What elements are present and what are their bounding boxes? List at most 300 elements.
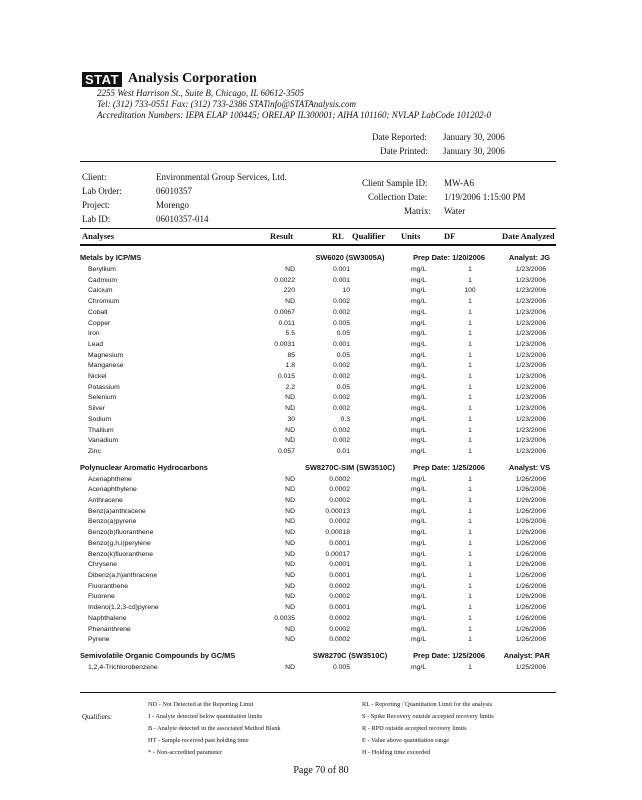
date-analyzed-cell: 1/23/2006 — [515, 319, 546, 327]
date-reported-label: Date Reported: — [372, 132, 427, 142]
units-cell: mg/L — [411, 308, 427, 316]
table-row — [80, 539, 556, 550]
result-cell: 0.0035 — [274, 614, 295, 622]
date-analyzed-cell: 1/26/2006 — [515, 571, 546, 579]
analyte-cell: 1,2,4-Trichlorobenzene — [88, 663, 158, 671]
rl-cell: 0.05 — [336, 351, 350, 359]
table-row — [80, 415, 556, 426]
legend-star: * - Non-accredited parameter — [148, 749, 222, 756]
units-cell: mg/L — [411, 276, 427, 284]
table-row — [80, 404, 556, 415]
qualifier-cell — [350, 297, 405, 308]
units-cell: mg/L — [411, 571, 427, 579]
table-row — [80, 496, 556, 507]
company-logo: STAT — [82, 72, 122, 87]
date-analyzed-cell: 1/26/2006 — [515, 507, 546, 515]
result-cell: ND — [285, 394, 295, 402]
units-cell: mg/L — [411, 319, 427, 327]
table-row — [80, 475, 556, 486]
date-reported-value: January 30, 2006 — [443, 132, 505, 142]
units-cell: mg/L — [411, 529, 427, 537]
project-value: Morengo — [156, 200, 189, 210]
result-cell: ND — [285, 550, 295, 558]
table-row — [80, 393, 556, 404]
qualifier-cell — [350, 286, 405, 297]
date-analyzed-cell: 1/23/2006 — [515, 266, 546, 273]
analyte-cell: Lead — [88, 340, 104, 348]
qualifier-cell — [350, 550, 405, 561]
results-table — [80, 248, 556, 674]
legend-b: B - Analyte detected in the associated Method Blank — [148, 725, 281, 732]
analyte-cell: Benz(a)anthracene — [88, 507, 146, 515]
table-row — [80, 329, 556, 340]
group-header-row — [80, 248, 556, 265]
date-analyzed-cell: 1/23/2006 — [515, 383, 546, 391]
date-analyzed-cell: 1/23/2006 — [515, 426, 546, 434]
analyte-cell: Pyrene — [88, 636, 110, 644]
date-analyzed-cell: 1/26/2006 — [515, 582, 546, 590]
table-row — [80, 550, 556, 561]
rl-cell: 0.0001 — [329, 571, 350, 579]
qualifier-cell — [350, 404, 405, 415]
units-cell: mg/L — [411, 507, 427, 515]
df-cell: 1 — [468, 518, 472, 526]
group-name: Polynuclear Aromatic Hydrocarbons — [80, 462, 208, 472]
company-address: 2255 West Harrison St., Suite B, Chicago, IL 60612-3505 — [97, 88, 305, 98]
units-cell: mg/L — [411, 636, 427, 644]
units-cell: mg/L — [411, 415, 427, 423]
df-cell: 1 — [468, 415, 472, 423]
table-row — [80, 372, 556, 383]
table-row — [80, 625, 556, 636]
date-analyzed-cell: 1/23/2006 — [515, 351, 546, 359]
legend-qualifiers-label: Qualifiers: — [82, 713, 112, 721]
date-analyzed-cell: 1/26/2006 — [515, 625, 546, 633]
analyte-cell: Fluoranthene — [88, 582, 129, 590]
units-cell: mg/L — [411, 373, 427, 381]
legend-rl: RL - Reporting / Quantitation Limit for the analysis — [362, 701, 493, 708]
analyte-cell: Benzo(g,h,i)perylene — [88, 539, 151, 547]
table-row — [80, 286, 556, 297]
units-cell: mg/L — [411, 593, 427, 601]
group-method: SW6020 (SW3005A) — [315, 253, 385, 262]
qualifier-cell — [350, 383, 405, 394]
units-cell: mg/L — [411, 298, 427, 306]
rl-cell: 0.0001 — [329, 561, 350, 569]
df-cell: 1 — [468, 426, 472, 434]
qualifier-cell — [350, 625, 405, 636]
units-cell: mg/L — [411, 614, 427, 622]
units-cell: mg/L — [411, 362, 427, 370]
qualifier-cell — [350, 319, 405, 330]
units-cell: mg/L — [411, 518, 427, 526]
analyte-cell: Manganese — [88, 362, 124, 370]
result-cell: ND — [285, 426, 295, 434]
date-analyzed-cell: 1/26/2006 — [515, 593, 546, 601]
qualifier-cell — [350, 539, 405, 550]
rl-cell: 0.002 — [332, 308, 350, 316]
legend-nd: ND - Not Detected at the Reporting Limit — [148, 701, 254, 708]
table-row — [80, 297, 556, 308]
table-row — [80, 614, 556, 625]
group-prep-date: Prep Date: 1/25/2006 — [413, 650, 485, 660]
group-header-row — [80, 458, 556, 475]
result-cell: ND — [285, 507, 295, 515]
df-cell: 1 — [468, 663, 472, 671]
df-cell: 1 — [468, 330, 472, 338]
rl-cell: 0.002 — [332, 437, 350, 445]
rl-cell: 0.01 — [336, 447, 350, 455]
table-row — [80, 592, 556, 603]
analyte-cell: Acenaphthylene — [88, 486, 137, 494]
rl-cell: 0.0002 — [329, 625, 350, 633]
df-cell: 1 — [468, 319, 472, 327]
table-row — [80, 663, 556, 674]
legend-h: H - Holding time exceeded — [362, 749, 431, 756]
table-row — [80, 351, 556, 362]
df-cell: 1 — [468, 266, 472, 273]
analyte-cell: Indeno(1,2,3-cd)pyrene — [88, 604, 159, 612]
units-cell: mg/L — [411, 625, 427, 633]
legend-r: R - RPD outside accepted recovery limits — [362, 725, 467, 732]
df-cell: 1 — [468, 625, 472, 633]
df-cell: 1 — [468, 636, 472, 644]
table-row — [80, 571, 556, 582]
client-sample-id-label: Client Sample ID: — [362, 178, 428, 188]
qualifier-cell — [350, 426, 405, 437]
date-analyzed-cell: 1/25/2006 — [515, 663, 546, 671]
df-cell: 1 — [468, 529, 472, 537]
analyte-cell: Beryllium — [88, 266, 116, 273]
date-analyzed-cell: 1/23/2006 — [515, 362, 546, 370]
qualifier-cell — [350, 496, 405, 507]
result-cell: ND — [285, 604, 295, 612]
qualifier-cell — [350, 603, 405, 614]
analyte-cell: Thallium — [88, 426, 114, 434]
table-row — [80, 560, 556, 571]
analyte-cell: Acenaphthene — [88, 475, 132, 483]
result-cell: ND — [285, 539, 295, 547]
df-cell: 1 — [468, 475, 472, 483]
rl-cell: 0.001 — [332, 340, 350, 348]
df-cell: 1 — [468, 362, 472, 370]
legend-j: J - Analyte detected below quantitation limits — [148, 713, 263, 720]
analyte-cell: Calcium — [88, 287, 113, 295]
df-cell: 1 — [468, 561, 472, 569]
qualifier-cell — [350, 485, 405, 496]
units-cell: mg/L — [411, 447, 427, 455]
lab-order-value: 06010357 — [156, 186, 192, 196]
result-cell: ND — [285, 298, 295, 306]
analyte-cell: Phenanthrene — [88, 625, 131, 633]
result-cell: ND — [285, 636, 295, 644]
result-cell: 0.0067 — [274, 308, 295, 316]
df-cell: 1 — [468, 405, 472, 413]
analyte-cell: Selenium — [88, 394, 117, 402]
result-cell: 220 — [283, 287, 295, 295]
table-row — [80, 603, 556, 614]
result-cell: 2.2 — [285, 383, 295, 391]
collection-date-label: Collection Date: — [368, 192, 428, 202]
table-row — [80, 308, 556, 319]
table-row — [80, 447, 556, 458]
rl-cell: 0.00018 — [325, 529, 350, 537]
result-cell: ND — [285, 486, 295, 494]
result-cell: 0.0022 — [274, 276, 295, 284]
rl-cell: 0.05 — [336, 383, 350, 391]
rl-cell: 0.00017 — [325, 550, 350, 558]
table-row — [80, 276, 556, 287]
df-cell: 1 — [468, 571, 472, 579]
qualifier-cell — [350, 351, 405, 362]
result-cell: 0.0031 — [274, 340, 295, 348]
date-analyzed-cell: 1/23/2006 — [515, 340, 546, 348]
col-units: Units — [401, 231, 421, 241]
rl-cell: 0.3 — [340, 415, 350, 423]
accreditation-numbers: Accreditation Numbers: IEPA ELAP 100445; ORELAP IL300001; AIHA 101160; NVLAP LabCode 101202-0 — [97, 110, 492, 120]
analyte-cell: Iron — [88, 330, 100, 338]
qualifier-cell — [350, 475, 405, 486]
analyte-cell: Anthracene — [88, 497, 123, 505]
result-cell: ND — [285, 582, 295, 590]
group-method: SW8270C (SW3510C) — [312, 650, 388, 660]
df-cell: 1 — [468, 394, 472, 402]
rl-cell: 0.0001 — [329, 539, 350, 547]
df-cell: 1 — [468, 604, 472, 612]
group-name: Semivolatile Organic Compounds by GC/MS — [80, 650, 236, 660]
result-cell: ND — [285, 475, 295, 483]
table-row — [80, 340, 556, 351]
client-label: Client: — [82, 172, 107, 182]
df-cell: 1 — [468, 447, 472, 455]
result-cell: ND — [285, 593, 295, 601]
df-cell: 1 — [468, 582, 472, 590]
lab-id-value: 06010357-014 — [156, 214, 209, 224]
analyte-cell: Nickel — [88, 373, 107, 381]
analyte-cell: Naphthalene — [88, 614, 127, 622]
date-analyzed-cell: 1/23/2006 — [515, 308, 546, 316]
units-cell: mg/L — [411, 604, 427, 612]
units-cell: mg/L — [411, 497, 427, 505]
rl-cell: 10 — [342, 287, 350, 295]
result-cell: 5.5 — [285, 330, 295, 338]
rl-cell: 0.0002 — [329, 518, 350, 526]
divider-columns-bottom — [80, 244, 556, 246]
units-cell: mg/L — [411, 426, 427, 434]
date-analyzed-cell: 1/26/2006 — [515, 475, 546, 483]
units-cell: mg/L — [411, 266, 427, 273]
qualifier-cell — [350, 276, 405, 287]
lab-order-label: Lab Order: — [82, 186, 122, 196]
df-cell: 1 — [468, 383, 472, 391]
analyte-cell: Vanadium — [88, 437, 119, 445]
df-cell: 1 — [468, 351, 472, 359]
analyte-cell: Benzo(k)fluoranthene — [88, 550, 153, 558]
group-analyst: Analyst: VS — [508, 462, 550, 472]
rl-cell: 0.005 — [332, 663, 350, 671]
units-cell: mg/L — [411, 405, 427, 413]
units-cell: mg/L — [411, 582, 427, 590]
client-value: Environmental Group Services, Ltd. — [156, 172, 287, 182]
date-analyzed-cell: 1/23/2006 — [515, 298, 546, 306]
table-row — [80, 383, 556, 394]
result-cell: 85 — [287, 351, 295, 359]
analyte-cell: Potassium — [88, 383, 120, 391]
qualifier-cell — [350, 635, 405, 646]
table-row — [80, 319, 556, 330]
rl-cell: 0.002 — [332, 298, 350, 306]
lab-id-label: Lab ID: — [82, 214, 111, 224]
qualifier-cell — [350, 614, 405, 625]
date-analyzed-cell: 1/23/2006 — [515, 287, 546, 295]
result-cell: ND — [285, 561, 295, 569]
date-analyzed-cell: 1/26/2006 — [515, 561, 546, 569]
table-row — [80, 528, 556, 539]
date-analyzed-cell: 1/26/2006 — [515, 497, 546, 505]
units-cell: mg/L — [411, 340, 427, 348]
rl-cell: 0.001 — [332, 266, 350, 273]
result-cell: ND — [285, 497, 295, 505]
qualifier-cell — [350, 329, 405, 340]
result-cell: ND — [285, 518, 295, 526]
rl-cell: 0.002 — [332, 362, 350, 370]
client-sample-id-value: MW-A6 — [444, 178, 474, 188]
df-cell: 1 — [468, 497, 472, 505]
result-cell: 0.057 — [277, 447, 295, 455]
result-cell: ND — [285, 437, 295, 445]
df-cell: 1 — [468, 298, 472, 306]
group-prep-date: Prep Date: 1/25/2006 — [413, 462, 485, 472]
col-date-analyzed: Date Analyzed — [502, 231, 555, 241]
rl-cell: 0.0002 — [329, 636, 350, 644]
units-cell: mg/L — [411, 539, 427, 547]
result-cell: ND — [285, 571, 295, 579]
units-cell: mg/L — [411, 550, 427, 558]
date-analyzed-cell: 1/23/2006 — [515, 405, 546, 413]
table-row — [80, 517, 556, 528]
date-analyzed-cell: 1/26/2006 — [515, 550, 546, 558]
divider-footer — [80, 692, 556, 693]
qualifier-cell — [350, 265, 405, 276]
date-analyzed-cell: 1/23/2006 — [515, 276, 546, 284]
analyte-cell: Cobalt — [88, 308, 108, 316]
qualifier-cell — [350, 308, 405, 319]
rl-cell: 0.0002 — [329, 497, 350, 505]
date-analyzed-cell: 1/23/2006 — [515, 373, 546, 381]
qualifier-cell — [350, 372, 405, 383]
rl-cell: 0.002 — [332, 426, 350, 434]
rl-cell: 0.00013 — [325, 507, 350, 515]
qualifier-cell — [350, 571, 405, 582]
units-cell: mg/L — [411, 561, 427, 569]
date-analyzed-cell: 1/26/2006 — [515, 614, 546, 622]
analyte-cell: Benzo(b)fluoranthene — [88, 529, 154, 537]
page-number: Page 70 of 80 — [293, 765, 349, 776]
qualifier-cell — [350, 582, 405, 593]
col-analyses: Analyses — [82, 231, 115, 241]
qualifier-cell — [350, 393, 405, 404]
table-row — [80, 635, 556, 646]
analyte-cell: Chromium — [88, 298, 120, 306]
df-cell: 1 — [468, 437, 472, 445]
rl-cell: 0.0001 — [329, 604, 350, 612]
df-cell: 1 — [468, 593, 472, 601]
date-printed-label: Date Printed: — [380, 146, 428, 156]
table-row — [80, 582, 556, 593]
col-rl: RL — [332, 231, 344, 241]
qualifier-cell — [350, 592, 405, 603]
analyte-cell: Benzo(a)pyrene — [88, 518, 137, 526]
analyte-cell: Copper — [88, 319, 111, 327]
df-cell: 1 — [468, 373, 472, 381]
result-cell: 1.8 — [285, 362, 295, 370]
date-analyzed-cell: 1/26/2006 — [515, 486, 546, 494]
date-analyzed-cell: 1/26/2006 — [515, 539, 546, 547]
units-cell: mg/L — [411, 475, 427, 483]
divider-columns-top — [80, 228, 556, 229]
result-cell: 30 — [287, 415, 295, 423]
qualifier-cell — [350, 436, 405, 447]
result-cell: 0.011 — [278, 319, 295, 327]
matrix-label: Matrix: — [404, 206, 431, 216]
table-row — [80, 265, 556, 276]
legend-e: E - Value above quantitation range — [362, 737, 450, 744]
df-cell: 1 — [468, 486, 472, 494]
result-cell: ND — [285, 625, 295, 633]
analyte-cell: Sodium — [88, 415, 112, 423]
group-analyst: Analyst: JG — [508, 253, 550, 262]
qualifier-cell — [350, 663, 405, 674]
group-method: SW8270C-SIM (SW3510C) — [305, 462, 395, 472]
table-row — [80, 485, 556, 496]
rl-cell: 0.0002 — [329, 593, 350, 601]
date-printed-value: January 30, 2006 — [443, 146, 505, 156]
group-prep-date: Prep Date: 1/20/2006 — [413, 253, 485, 262]
units-cell: mg/L — [411, 486, 427, 494]
df-cell: 1 — [468, 340, 472, 348]
company-contact: Tel: (312) 733-0551 Fax: (312) 733-2386 STATinfo@STATAnalysis.com — [97, 99, 357, 109]
df-cell: 1 — [468, 550, 472, 558]
date-analyzed-cell: 1/23/2006 — [515, 415, 546, 423]
analyte-cell: Fluorene — [88, 593, 115, 601]
analyte-cell: Silver — [88, 405, 105, 413]
units-cell: mg/L — [411, 394, 427, 402]
result-cell: ND — [285, 663, 295, 671]
table-row — [80, 507, 556, 518]
rl-cell: 0.0002 — [329, 614, 350, 622]
rl-cell: 0.0002 — [329, 475, 350, 483]
date-analyzed-cell: 1/23/2006 — [515, 330, 546, 338]
legend-s: S - Spike Recovery outside accepted recovery limits — [362, 713, 494, 720]
qualifier-cell — [350, 340, 405, 351]
collection-date-value: 1/19/2006 1:15:00 PM — [444, 192, 526, 202]
units-cell: mg/L — [411, 383, 427, 391]
group-analyst: Analyst: PAR — [503, 650, 550, 660]
df-cell: 1 — [468, 507, 472, 515]
matrix-value: Water — [444, 206, 466, 216]
qualifier-cell — [350, 447, 405, 458]
rl-cell: 0.002 — [332, 405, 350, 413]
rl-cell: 0.002 — [332, 373, 350, 381]
date-analyzed-cell: 1/26/2006 — [515, 518, 546, 526]
company-name: Analysis Corporation — [128, 71, 257, 86]
date-analyzed-cell: 1/26/2006 — [515, 636, 546, 644]
units-cell: mg/L — [411, 663, 427, 671]
qualifier-cell — [350, 507, 405, 518]
analyte-cell: Chrysene — [88, 561, 118, 569]
legend-ht: HT - Sample received past holding time — [148, 737, 249, 744]
col-df: DF — [444, 231, 456, 241]
